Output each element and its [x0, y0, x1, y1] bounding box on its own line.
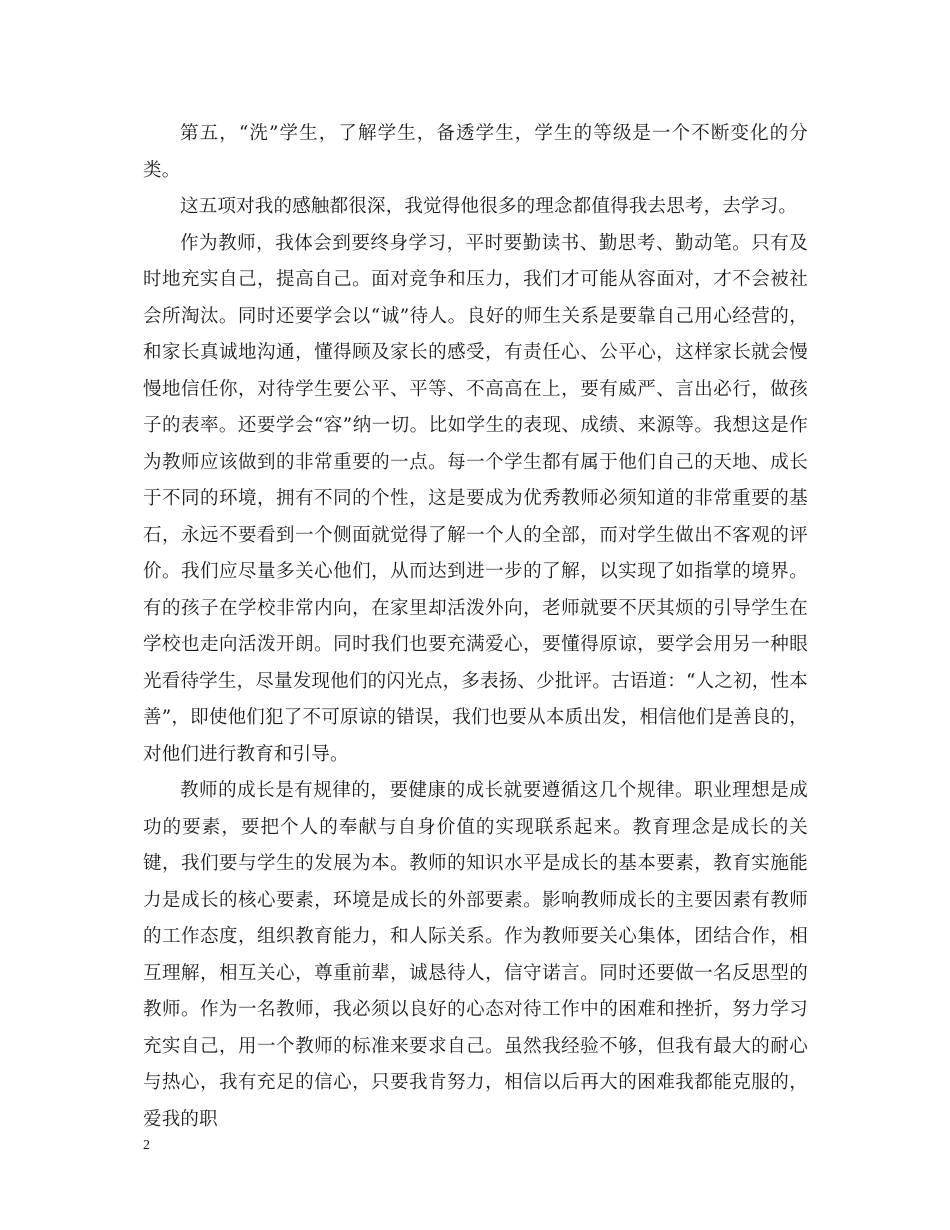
- paragraph-4: 教师的成长是有规律的，要健康的成长就要遵循这几个规律。职业理想是成功的要素，要把个人的奉献与自身价值的实现联系起来。教育理念是成长的关键，我们要与学生的发展为本。教师的知识水平是成长的基本要素，教育实施能力是成长的核心要素，环境是成长的外部要素。影响教师成长的主要因素有教师的工作态度，组织教育能力，和人际关系。作为教师要关心集体，团结合作，相互理解，相互关心，尊重前辈，诚恳待人，信守诺言。同时还要做一名反思型的教师。作为一名教师，我必须以良好的心态对待工作中的困难和挫折，努力学习充实自己，用一个教师的标准来要求自己。虽然我经验不够，但我有最大的耐心与热心，我有充足的信心，只要我肯努力，相信以后再大的困难我都能克服的，爱我的职: [143, 780, 808, 1130]
- paragraph-1: 第五，“洗”学生，了解学生，备透学生，学生的等级是一个不断变化的分类。: [143, 123, 808, 181]
- page-number: 2: [143, 1138, 150, 1153]
- paragraph-3: 作为教师，我体会到要终身学习，平时要勤读书、勤思考、勤动笔。只有及时地充实自己，提高自己。面对竞争和压力，我们才可能从容面对，才不会被社会所淘汰。同时还要学会以“诚”待人。良好的师生关系是要靠自己用心经营的，和家长真诚地沟通，懂得顾及家长的感受，有责任心、公平心，这样家长就会慢慢地信任你，对待学生要公平、平等、不高高在上，要有威严、言出必行，做孩子的表率。还要学会“容”纳一切。比如学生的表现、成绩、来源等。我想这是作为教师应该做到的非常重要的一点。每一个学生都有属于他们自己的天地、成长于不同的环境，拥有不同的个性，这是要成为优秀教师必须知道的非常重要的基石，永远不要看到一个侧面就觉得了解一个人的全部，而对学生做出不客观的评价。我们应尽量多关心他们，从而达到进一步的了解，以实现了如指掌的境界。有的孩子在学校非常内向，在家里却活泼外向，老师就要不厌其烦的引导学生在学校也走向活泼开朗。同时我们也要充满爱心，要懂得原谅，要学会用另一种眼光看待学生，尽量发现他们的闪光点，多表扬、少批评。古语道：“人之初，性本善”，即使他们犯了不可原谅的错误，我们也要从本质出发，相信他们是善良的，对他们进行教育和引导。: [143, 232, 808, 765]
- paragraph-2: 这五项对我的感触都很深，我觉得他很多的理念都值得我去思考，去学习。: [180, 196, 798, 217]
- body-text: [143, 116, 808, 1138]
